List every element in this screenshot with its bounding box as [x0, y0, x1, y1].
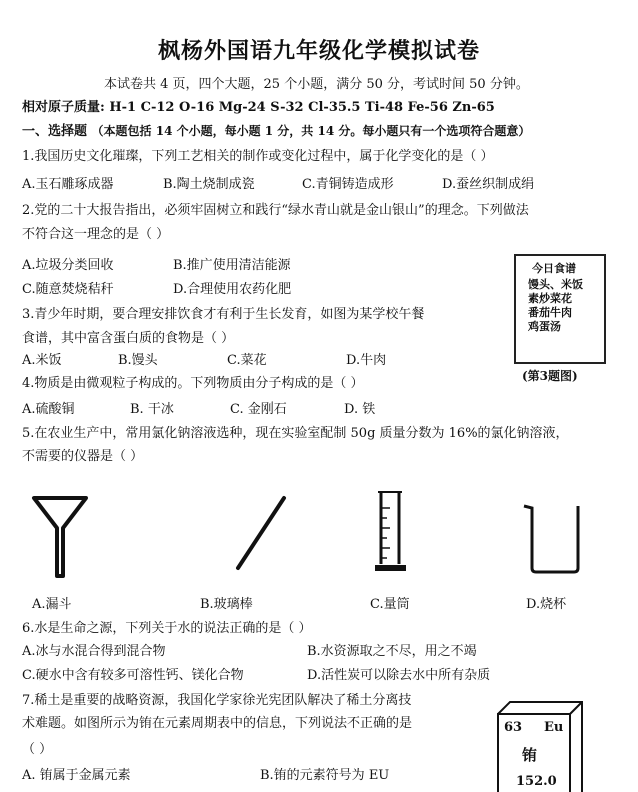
element-atomic-number: 63 — [504, 720, 523, 735]
q3-stem-line2: 食谱，其中富含蛋白质的食物是（ ） — [22, 331, 235, 346]
q6-option-b: B.水资源取之不尽，用之不竭 — [307, 644, 477, 659]
q1-option-c: C.青铜铸造成形 — [302, 177, 394, 192]
q7-option-a: A. 铕属于金属元素 — [22, 768, 131, 783]
q4-option-b: B. 干冰 — [130, 402, 174, 417]
exam-title: 枫杨外国语九年级化学模拟试卷 — [157, 38, 480, 64]
atomic-mass-line — [22, 99, 495, 117]
q1-option-d: D.蚕丝织制成绢 — [442, 177, 535, 192]
q4-stem: 4.物质是由微观粒子构成的。下列物质由分子构成的是（ ） — [22, 376, 364, 391]
exam-info: 本试卷共 4 页，四个大题，25 个小题，满分 50 分，考试时间 50 分钟。 — [104, 77, 529, 92]
q2-option-a: A.垃圾分类回收 — [22, 258, 114, 273]
menu-item: 素炒菜花 — [528, 292, 572, 305]
q2-option-b: B.推广使用清洁能源 — [173, 258, 291, 273]
q3-option-c: C.菜花 — [227, 353, 267, 368]
q4-option-d: D. 铁 — [344, 402, 376, 417]
menu-caption: (第3题图) — [522, 369, 578, 383]
q3-stem-line1: 3.青少年时期，要合理安排饮食才有利于生长发育，如图为某学校午餐 — [22, 307, 425, 322]
q6-option-a: A.冰与水混合得到混合物 — [22, 644, 166, 659]
q5-stem-line2: 不需要的仪器是（ ） — [22, 449, 144, 464]
q1-option-b: B.陶土烧制成瓷 — [163, 177, 255, 192]
atomic-mass-label: 相对原子质量: — [22, 100, 105, 115]
q7-option-b: B.铕的元素符号为 EU — [260, 768, 390, 783]
q3-option-b: B.馒头 — [118, 353, 158, 368]
graduated-cylinder-figure — [370, 488, 414, 578]
section1-heading: 一、选择题 — [22, 124, 88, 139]
q3-option-d: D.牛肉 — [346, 353, 387, 368]
q7-stem-line3: （ ） — [22, 742, 53, 757]
q7-stem-line1: 7.稀土是重要的战略资源，我国化学家徐光宪团队解决了稀土分离技 — [22, 693, 412, 708]
section1-note: （本题包括 14 个小题，每小题 1 分，共 14 分。每小题只有一个选项符合题意） — [91, 124, 531, 138]
section1-heading-line — [22, 122, 530, 141]
q2-option-c: C.随意焚烧秸秆 — [22, 282, 114, 297]
q6-option-d: D.活性炭可以除去水中所有杂质 — [307, 668, 491, 683]
element-name: 铕 — [522, 746, 538, 764]
q1-option-a: A.玉石雕琢成器 — [22, 177, 114, 192]
menu-item: 馒头、米饭 — [528, 278, 583, 291]
menu-item: 番茄牛肉 — [528, 306, 572, 319]
glass-rod-figure — [232, 494, 288, 574]
q6-option-c: C.硬水中含有较多可溶性钙、镁化合物 — [22, 668, 244, 683]
q5-option-d: D.烧杯 — [526, 597, 567, 612]
lunch-menu-box — [514, 254, 606, 364]
q2-option-d: D.合理使用农药化肥 — [173, 282, 292, 297]
q2-stem-line1: 2.党的二十大报告指出，必须牢固树立和践行“绿水青山就是金山银山”的理念。下列做法 — [22, 203, 529, 218]
q5-option-b: B.玻璃棒 — [200, 597, 253, 612]
element-symbol: Eu — [544, 720, 564, 735]
funnel-figure — [32, 494, 88, 580]
q5-option-c: C.量筒 — [370, 597, 410, 612]
q1-stem: 1.我国历史文化璀璨，下列工艺相关的制作或变化过程中，属于化学变化的是（ ） — [22, 149, 494, 164]
q2-stem-line2: 不符合这一理念的是（ ） — [22, 227, 170, 242]
q4-option-c: C. 金刚石 — [230, 402, 287, 417]
element-atomic-mass: 152.0 — [516, 774, 557, 789]
atomic-mass-values: H-1 C-12 O-16 Mg-24 S-32 Cl-35.5 Ti-48 Fe-56 Zn-65 — [109, 100, 495, 115]
q6-stem: 6.水是生命之源，下列关于水的说法正确的是（ ） — [22, 621, 312, 636]
q4-option-a: A.硫酸铜 — [22, 402, 75, 417]
q3-option-a: A.米饭 — [22, 353, 62, 368]
menu-item: 鸡蛋汤 — [528, 320, 561, 333]
beaker-figure — [522, 500, 586, 576]
q7-stem-line2: 术难题。如图所示为铕在元素周期表中的信息，下列说法不正确的是 — [22, 716, 413, 731]
q5-option-a: A.漏斗 — [32, 597, 72, 612]
q5-stem-line1: 5.在农业生产中，常用氯化钠溶液选种，现在实验室配制 50g 质量分数为 16%的氯化钠溶液， — [22, 426, 569, 441]
menu-heading: 今日食谱 — [532, 262, 576, 275]
